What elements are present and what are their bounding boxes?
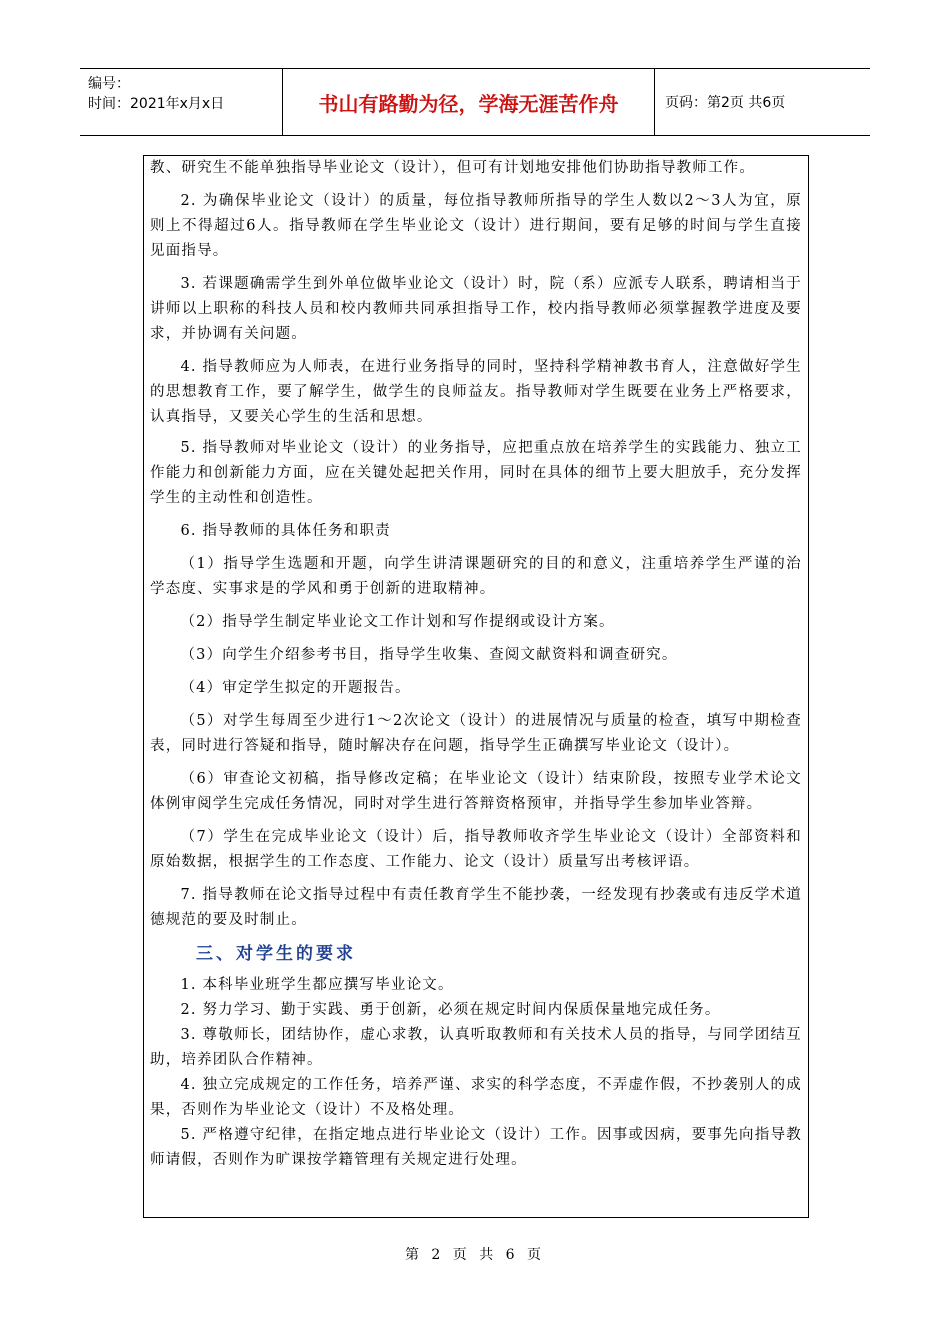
paragraph: 7. 指导教师在论文指导过程中有责任教育学生不能抄袭，一经发现有抄袭或有违反学术道德规范的要及时制止。 bbox=[150, 887, 802, 928]
page-header bbox=[80, 68, 870, 136]
paragraph: （1）指导学生选题和开题，向学生讲清课题研究的目的和意义，注重培养学生严谨的治学态度、实事求是的学风和勇于创新的进取精神。 bbox=[150, 556, 802, 597]
paragraph: （6）审查论文初稿，指导修改定稿；在毕业论文（设计）结束阶段，按照专业学术论文体例审阅学生完成任务情况，同时对学生进行答辩资格预审，并指导学生参加毕业答辩。 bbox=[150, 771, 802, 812]
paragraph: 5. 严格遵守纪律，在指定地点进行毕业论文（设计）工作。因事或因病，要事先向指导教师请假，否则作为旷课按学籍管理有关规定进行处理。 bbox=[150, 1127, 802, 1168]
paragraph: 1. 本科毕业班学生都应撰写毕业论文。 bbox=[180, 977, 454, 993]
header-meta bbox=[80, 69, 283, 135]
document-time-label: 时间：2021年x月x日 bbox=[88, 96, 225, 112]
header-motto: 书山有路勤为径，学海无涯苦作舟 bbox=[283, 69, 655, 135]
section-title: 三、对学生的要求 bbox=[196, 944, 356, 964]
paragraph: （4）审定学生拟定的开题报告。 bbox=[180, 680, 411, 696]
page-footer: 第 2 页 共 6 页 bbox=[404, 1247, 546, 1263]
paragraph: 3. 尊敬师长，团结协作，虚心求教，认真听取教师和有关技术人员的指导，与同学团结互助，培养团队合作精神。 bbox=[150, 1027, 802, 1068]
paragraph: 3. 若课题确需学生到外单位做毕业论文（设计）时，院（系）应派专人联系，聘请相当于讲师以上职称的科技人员和校内教师共同承担指导工作，校内指导教师必须掌握教学进度及要求，并协调有关问题。 bbox=[150, 276, 802, 342]
paragraph: 6. 指导教师的具体任务和职责 bbox=[180, 523, 391, 539]
paragraph: （3）向学生介绍参考书目，指导学生收集、查阅文献资料和调查研究。 bbox=[180, 647, 678, 663]
paragraph: 4. 指导教师应为人师表，在进行业务指导的同时，坚持科学精神教书育人，注意做好学生的思想教育工作，要了解学生，做学生的良师益友。指导教师对学生既要在业务上严格要求，认真指导，又要关心学生的生活和思想。 bbox=[150, 359, 802, 425]
header-page-code: 页码：第2页 共6页 bbox=[665, 95, 786, 111]
content-frame bbox=[143, 155, 809, 1218]
content-body bbox=[150, 156, 802, 1173]
document-number-label: 编号： bbox=[88, 76, 130, 92]
paragraph: 教、研究生不能单独指导毕业论文（设计），但可有计划地安排他们协助指导教师工作。 bbox=[150, 160, 756, 176]
paragraph: （7）学生在完成毕业论文（设计）后，指导教师收齐学生毕业论文（设计）全部资料和原始数据，根据学生的工作态度、工作能力、论文（设计）质量写出考核评语。 bbox=[150, 829, 802, 870]
paragraph: 2. 努力学习、勤于实践、勇于创新，必须在规定时间内保质保量地完成任务。 bbox=[180, 1002, 721, 1018]
paragraph: 5. 指导教师对毕业论文（设计）的业务指导，应把重点放在培养学生的实践能力、独立工作能力和创新能力方面，应在关键处起把关作用，同时在具体的细节上要大胆放手，充分发挥学生的主动性和创造性。 bbox=[150, 440, 802, 506]
paragraph: （5）对学生每周至少进行1～2次论文（设计）的进展情况与质量的检查，填写中期检查表，同时进行答疑和指导，随时解决存在问题，指导学生正确撰写毕业论文（设计）。 bbox=[150, 713, 802, 754]
paragraph: 4. 独立完成规定的工作任务，培养严谨、求实的科学态度，不弄虚作假，不抄袭别人的成果，否则作为毕业论文（设计）不及格处理。 bbox=[150, 1077, 802, 1118]
paragraph: （2）指导学生制定毕业论文工作计划和写作提纲或设计方案。 bbox=[180, 614, 615, 630]
paragraph: 2. 为确保毕业论文（设计）的质量，每位指导教师所指导的学生人数以2～3人为宜，原则上不得超过6人。指导教师在学生毕业论文（设计）进行期间，要有足够的时间与学生直接见面指导。 bbox=[150, 193, 802, 259]
